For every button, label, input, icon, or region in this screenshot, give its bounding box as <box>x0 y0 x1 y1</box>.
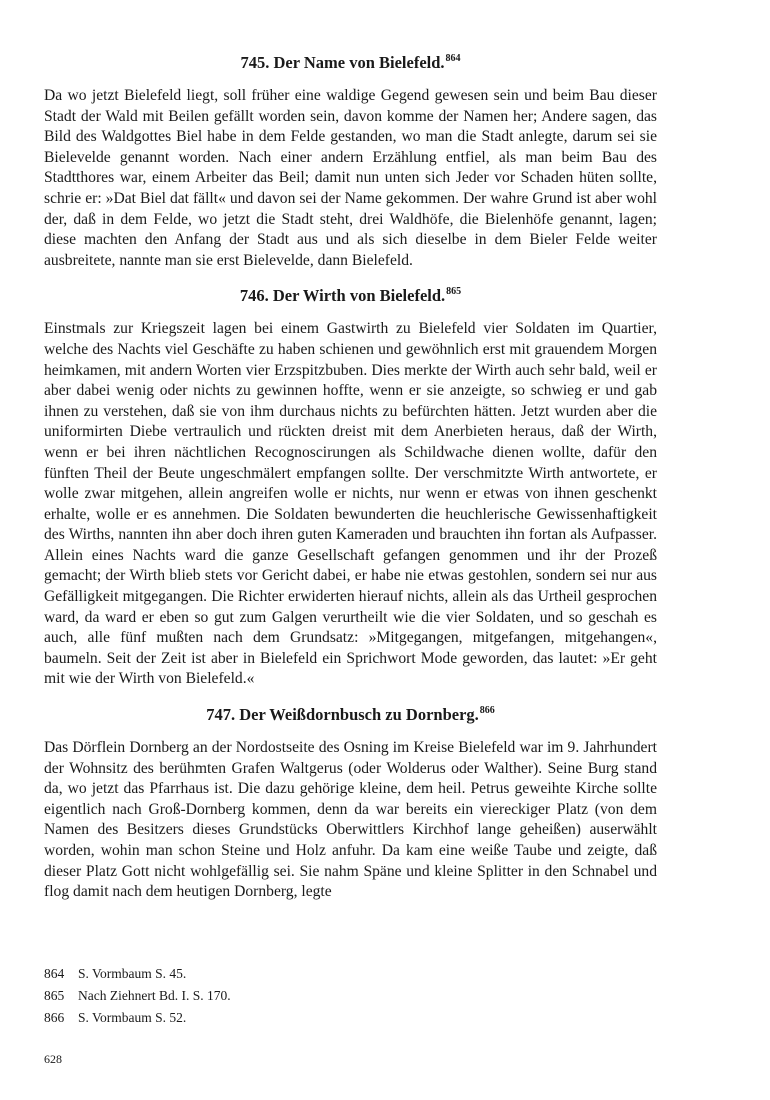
section-title-text: 745. Der Name von Bielefeld. <box>240 53 445 72</box>
section-text-745: Da wo jetzt Bielefeld liegt, soll früher eine waldige Gegend gewesen sein und beim Bau dieser Stadt der Wald mit Beilen gefällt worden sein, davon komme der Namen her; Andere sagen, das Bild des Waldgottes Biel habe in dem Felde gestanden, wo man die Stadt anlegte, darum sei sie Bielevelde genannt worden. Nach einer andern Erzählung entfiel, als man beim Bau des Stadtthores war, einem Arbeiter das Beil; damit nun unten sich Jeder vor Schaden hüten sollte, schrie er: »Dat Biel dat fällt« und davon sei der Name gekommen. Der wahre Grund ist aber wohl der, daß in dem Felde, wo jetzt die Stadt steht, drei Waldhöfe, die Bielenhöfe genannt, lagen; diese machten den Anfang der Stadt aus und als sich dieselbe in dem Bieler Felde weiter ausbreitete, nannte man sie erst Bielevelde, dann Bielefeld. <box>44 87 657 269</box>
footnotes <box>44 963 657 1029</box>
section-text-747: Das Dörflein Dornberg an der Nordostseite des Osning im Kreise Bielefeld war im 9. Jahrhundert der Wohnsitz des berühmten Grafen Waltgerus (oder Wolderus oder Walther). Seine Burg stand da, wo jetzt das Pfarrhaus ist. Die dazu gehörige kleine, dem heil. Petrus geweihte Kirche sollte eigentlich nach Groß-Dornberg kommen, denn da war bereits ein viereckiger Platz (von dem Namen des Besitzers dieses Grundstücks Oberwittlers Kirchhof lange geheißen) auserwählt worden, wohin man schon Steine und Holz anfuhr. Da kam eine weiße Taube und zeigte, daß dieser Platz Gott nicht wohlgefällig sei. Sie nahm Späne und kleine Splitter in den Schnabel und flog damit nach dem heutigen Dornberg, legte <box>44 739 657 901</box>
section-title-text: 747. Der Weißdornbusch zu Dornberg. <box>206 705 479 725</box>
page-body <box>44 52 657 903</box>
footnote-number: 864 <box>44 966 65 981</box>
footnote-864 <box>44 963 657 985</box>
footnote-text: S. Vormbaum S. 52. <box>78 1010 187 1025</box>
footnote-ref-864[interactable]: 864 <box>445 53 461 64</box>
footnote-text: S. Vormbaum S. 45. <box>78 966 187 981</box>
footnote-ref-865[interactable]: 865 <box>446 286 462 298</box>
footnote-865 <box>44 985 657 1007</box>
page-number: 628 <box>44 1052 62 1066</box>
section-title-746 <box>44 285 657 307</box>
section-title-text: 746. Der Wirth von Bielefeld. <box>239 286 446 306</box>
section-title-745 <box>44 52 657 74</box>
section-text-746: Einstmals zur Kriegszeit lagen bei einem Gastwirth zu Bielefeld vier Soldaten im Quartier, welche des Nachts viel Geschäfte zu haben schienen und gewöhnlich erst mit grauendem Morgen heimkamen, mit andern Worten vier Erzspitzbuben. Dies merkte der Wirth auch sehr bald, weil er aber dabei wenig oder nichts zu gewinnen hoffte, wenn er sie anzeigte, so schwieg er und gab ihnen zu verstehen, daß sie von ihm durchaus nichts zu befürchten hätten. Jetzt wurden aber die uniformirten Diebe vertraulich und rückten dreist mit dem Anerbieten heraus, daß der Wirth, wenn er bei ihren nächtlichen Recognoscirungen als Schildwache dienen wollte, dafür den fünften Theil der Beute ungeschmälert empfangen sollte. Der verschmitzte Wirth antwortete, er wolle zwar mitgehen, allein angreifen wolle er nichts, nur wenn er etwas von ihnen geschenkt erhalte, wolle er es annehmen. Die Soldaten bewunderten die heuchlerische Gewissenhaftigkeit des Wirths, nannten ihn aber doch ihren guten Kameraden und brauchten ihn fortan als Aufpasser. Allein eines Nachts ward die ganze Gesellschaft gefangen genommen und ihr der Prozeß gemacht; der Wirth blieb stets vor Gericht dabei, er habe nie etwas gestohlen, sondern sei nur aus Gefälligkeit mitgegangen. Die Richter erwiderten hierauf nichts, allein als das Urtheil gesprochen ward, da ward er eben so gut zum Galgen verurtheilt wie die vier Soldaten, und so geschah es auch, alle fünf mußten nach dem Grundsatz: »Mitgegangen, mitgefangen, mitgehangen«, baumeln. Seit der Zeit ist aber in Bielefeld ein Sprichwort Mode geworden, das lautet: »Er geht mit wie der Wirth von Bielefeld.« <box>44 320 657 688</box>
footnote-text: Nach Ziehnert Bd. I. S. 170. <box>78 988 231 1003</box>
footnote-number: 866 <box>44 1010 65 1025</box>
section-title-747 <box>44 704 657 726</box>
footnote-number: 865 <box>44 988 65 1003</box>
footnote-ref-866[interactable]: 866 <box>479 705 495 717</box>
footnote-866 <box>44 1007 657 1029</box>
